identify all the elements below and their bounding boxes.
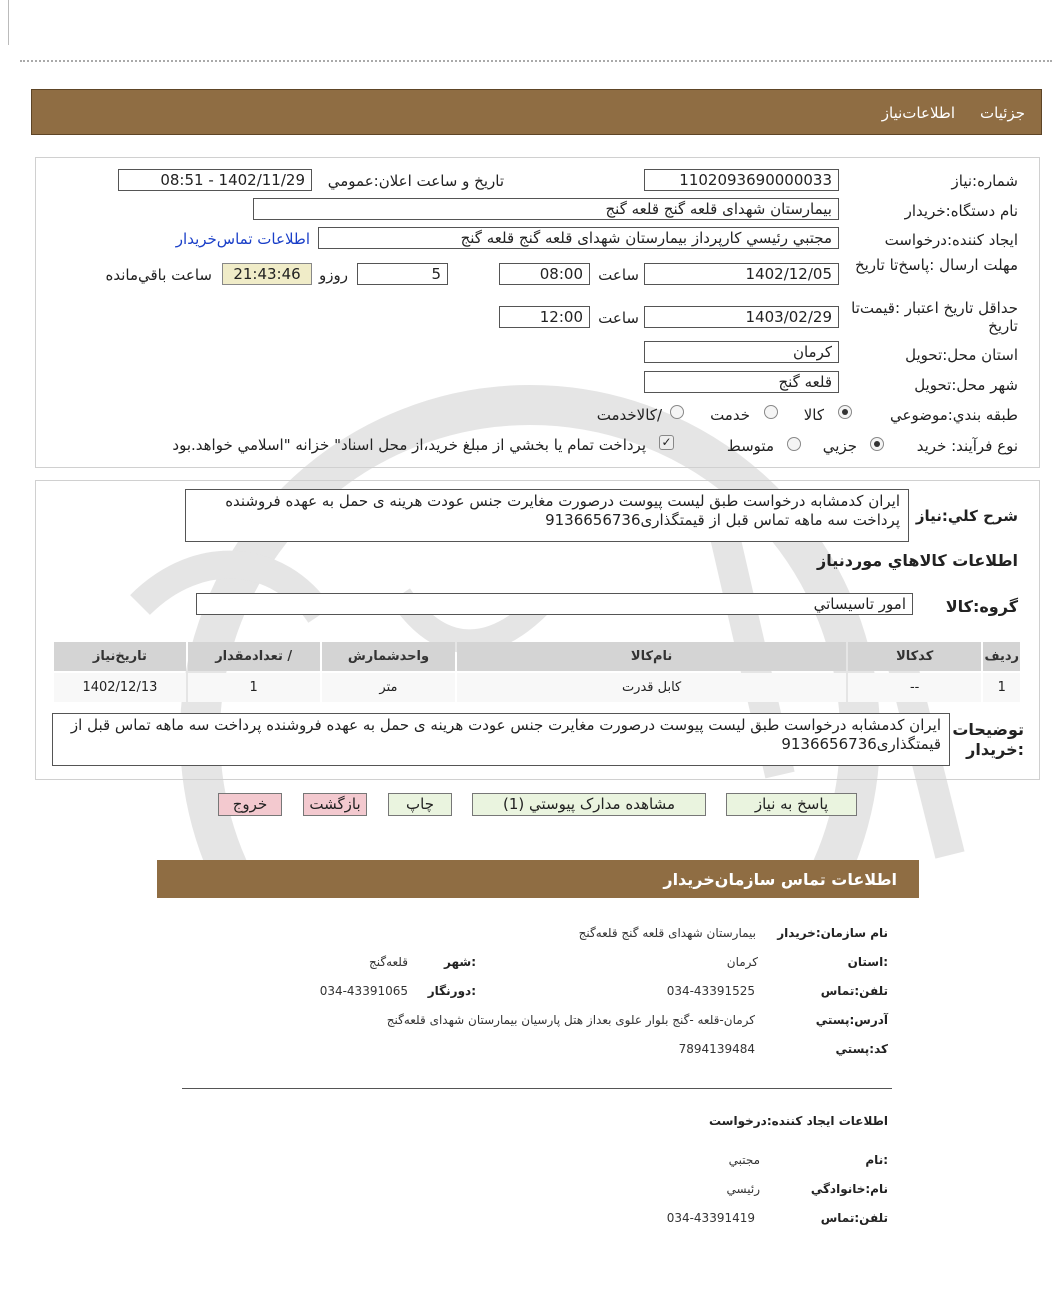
contact-fax-value: 034-43391065 <box>319 984 408 998</box>
goods-table-header <box>54 642 1020 671</box>
validity-label: حداقل تاريخ اعتبار :قيمت‌تا تاريخ <box>851 299 1018 335</box>
payment-checkbox[interactable]: ✓ <box>659 435 674 450</box>
requester-name-value: مجتبي <box>728 1153 760 1167</box>
dotted-separator <box>20 60 1052 62</box>
description-box: ايران کدمشابه درخواست طبق ليست پيوست درصورت مغايرت جنس عودت هرينه ی حمل به عهده فروشنده پرداخت سه ماهه تماس قبل از قيمتگذاری9136656736 <box>185 489 909 542</box>
validity-time-field: 12:00 <box>499 306 590 328</box>
remaining-label: ساعت باقي‌مانده <box>105 266 212 284</box>
deadline-time-label: ساعت <box>598 266 639 284</box>
deadline-time-field: 08:00 <box>499 263 590 285</box>
category-service-radio[interactable] <box>764 405 778 419</box>
province-label: استان محل:تحويل <box>905 346 1018 364</box>
requester-family-value: رئيسي <box>726 1182 760 1196</box>
payment-text: پرداخت تمام يا بخشي از مبلغ خريد،از محل اسناد" خزانه "اسلامي خواهد.بود <box>172 436 646 454</box>
category-goods-label: کالا <box>803 406 824 424</box>
contact-fax-label: :دورنگار <box>427 984 476 998</box>
process-minor-label: جزيي <box>822 437 857 455</box>
province-field: کرمان <box>644 341 839 363</box>
org-value: بيمارستان شهداى قلعه گنج قلعه‌گنج <box>578 926 756 940</box>
org-label: نام سازمان:خريدار <box>777 926 888 940</box>
category-service-label: خدمت <box>710 406 750 424</box>
back-button[interactable]: بازگشت <box>303 793 367 816</box>
contact-phone-value: 034-43391525 <box>666 984 755 998</box>
validity-date-field: 1403/02/29 <box>644 306 839 328</box>
contact-city-label: :شهر <box>444 955 476 969</box>
table-row <box>54 673 1020 702</box>
validity-time-label: ساعت <box>598 309 639 327</box>
reply-button[interactable]: پاسخ به نياز <box>726 793 857 816</box>
requester-phone-value: 034-43391419 <box>666 1211 755 1225</box>
col-date: تاريخ‌نياز <box>54 642 186 671</box>
tab-details[interactable]: جزئيات <box>980 104 1025 122</box>
creator-label: ايجاد کننده:درخواست <box>884 231 1018 249</box>
col-unit: واحدشمارش <box>322 642 456 671</box>
process-minor-radio[interactable] <box>870 437 884 451</box>
requester-name-label: :نام <box>865 1153 888 1167</box>
announce-field: 1402/11/29 - 08:51 <box>118 169 312 191</box>
days-label: روزو <box>319 266 348 284</box>
cell-name: کابل قدرت <box>457 673 846 702</box>
goods-section-title: اطلاعات کالاهاي موردنياز <box>817 551 1018 570</box>
need-number-label: شماره:نياز <box>951 172 1018 190</box>
creator-field: مجتبي رئيسي کارپرداز بيمارستان شهداى قلعه گنج قلعه گنج <box>318 227 839 249</box>
city-label: شهر محل:تحويل <box>914 376 1018 394</box>
cell-date: 1402/12/13 <box>54 673 186 702</box>
print-button[interactable]: چاپ <box>388 793 452 816</box>
buyer-contact-title: اطلاعات تماس سازمان‌خريدار <box>663 870 897 889</box>
goods-group-field: امور تاسيساتي <box>196 593 913 615</box>
goods-group-label: گروه:کالا <box>945 597 1018 616</box>
description-label: شرح کلي:نياز <box>915 507 1018 525</box>
exit-button[interactable]: خروج <box>218 793 282 816</box>
category-goods-radio[interactable] <box>838 405 852 419</box>
buyer-org-label: نام دستگاه:خريدار <box>904 202 1018 220</box>
days-field: 5 <box>357 263 448 285</box>
buyer-org-field: بيمارستان شهداى قلعه گنج قلعه گنج <box>253 198 839 220</box>
process-label: نوع فرآيند: خريد <box>916 437 1018 455</box>
contact-city-value: قلعه‌گنج <box>368 955 408 969</box>
postal-label: کد:پستي <box>835 1042 888 1056</box>
category-goods-service-label: /کالاخدمت <box>596 406 662 424</box>
window-edge <box>8 0 9 45</box>
address-label: آدرس:پستي <box>815 1013 888 1027</box>
requester-family-label: نام:خانوادگي <box>810 1182 888 1196</box>
postal-value: 7894139484 <box>678 1042 755 1056</box>
cell-row: 1 <box>983 673 1020 702</box>
col-quantity: / تعدادمقدار <box>188 642 320 671</box>
contact-phone-label: تلفن:تماس <box>820 984 888 998</box>
need-number-field: 1102093690000033 <box>644 169 839 191</box>
category-label: طبقه بندي:موضوعي <box>890 406 1018 424</box>
cell-code: -- <box>848 673 982 702</box>
attachments-button[interactable]: مشاهده مدارک پيوستي (1) <box>472 793 706 816</box>
remaining-timer: 21:43:46 <box>222 263 312 285</box>
buyer-notes-label: توضيحات :خريدار <box>952 720 1024 759</box>
col-name: نام‌کالا <box>457 642 846 671</box>
deadline-date-field: 1402/12/05 <box>644 263 839 285</box>
requester-phone-label: تلفن:تماس <box>820 1211 888 1225</box>
requester-title: اطلاعات ايجاد کننده:درخواست <box>708 1114 888 1128</box>
buyer-contact-link[interactable]: اطلاعات تماس‌خريدار <box>175 230 310 248</box>
cell-unit: متر <box>322 673 456 702</box>
announce-label: تاريخ و ساعت اعلان:عمومي <box>327 172 504 190</box>
city-field: قلعه گنج <box>644 371 839 393</box>
tab-need-info[interactable]: اطلاعات‌نياز <box>881 104 955 122</box>
category-goods-service-radio[interactable] <box>670 405 684 419</box>
buyer-notes-box: ايران کدمشابه درخواست طبق ليست پيوست درصورت مغايرت جنس عودت هرينه ی حمل به عهده فروشنده پرداخت سه ماهه تماس قبل از قيمتگذاری9136656736 <box>52 713 950 766</box>
col-row: رديف <box>983 642 1020 671</box>
buyer-contact-header <box>157 860 919 898</box>
deadline-label: مهلت ارسال :پاسخ‌تا تاريخ <box>854 256 1018 274</box>
contact-province-label: :استان <box>847 955 888 969</box>
process-medium-radio[interactable] <box>787 437 801 451</box>
cell-quantity: 1 <box>188 673 320 702</box>
goods-table <box>52 640 1022 704</box>
process-medium-label: متوسط <box>726 437 774 455</box>
address-value: کرمان-قلعه -گنج بلوار علوی بعداز هتل پارسيان بيمارستان شهدای قلعه‌گنج <box>386 1013 755 1027</box>
section-divider <box>182 1088 892 1089</box>
contact-province-value: کرمان <box>726 955 758 969</box>
details-header-bar <box>31 89 1042 135</box>
col-code: کدکالا <box>848 642 982 671</box>
